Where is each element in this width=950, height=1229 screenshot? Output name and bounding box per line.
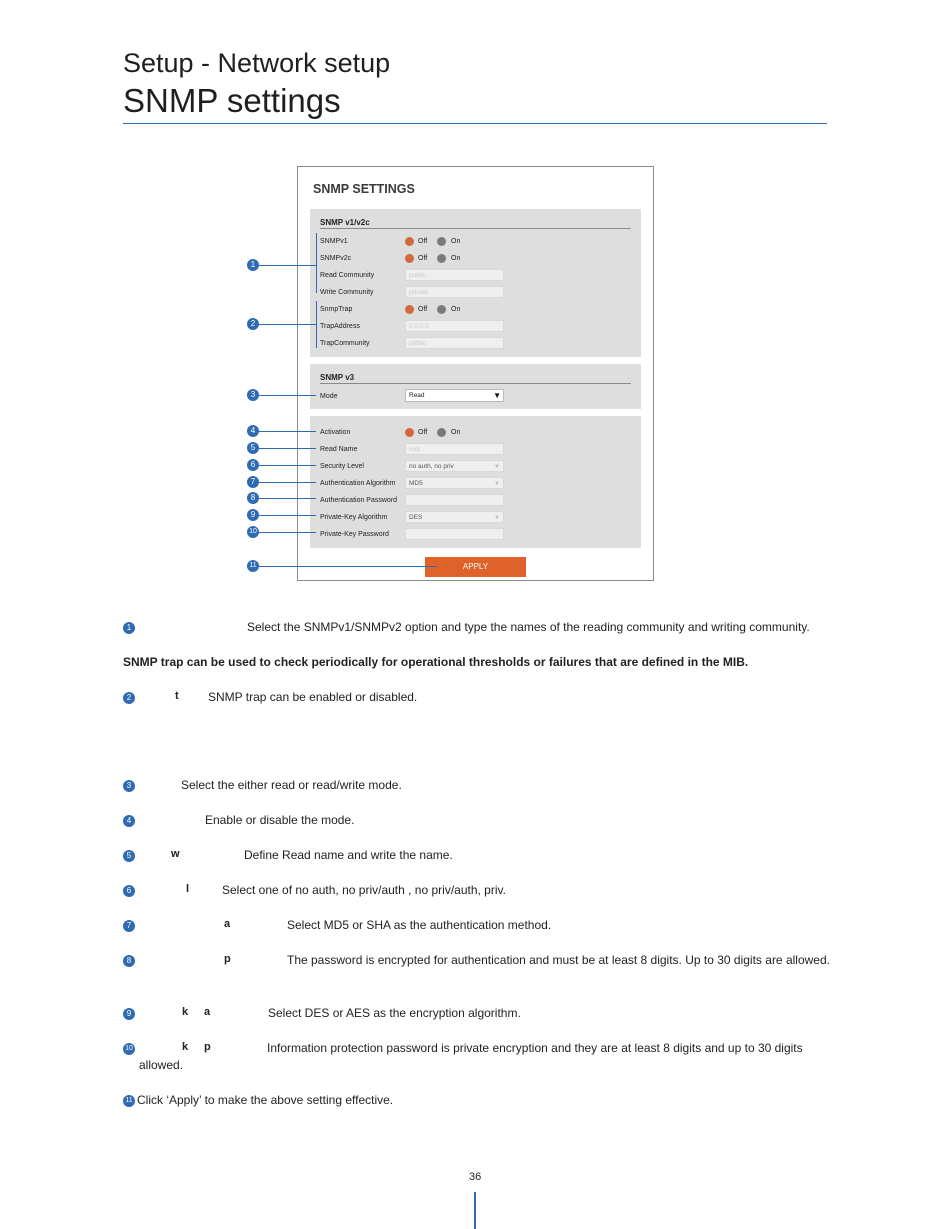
callout-badge: 1 [123,622,135,634]
callout-badge: 6 [247,459,259,471]
callout-badge: 3 [123,780,135,792]
trap-address-input[interactable]: 0.0.0.0 [405,320,504,332]
callout-badge: 1 [247,259,259,271]
auth-password-label: Authentication Password [320,497,398,504]
snmpv1-off-radio[interactable] [405,237,414,246]
chevron-down-icon: ▼ [494,515,500,521]
chevron-down-icon: ▼ [494,464,500,470]
private-key-algorithm-select[interactable] [405,511,504,523]
footer-bar [474,1192,476,1229]
on-label: On [451,429,461,436]
description-fragment: t [175,690,179,702]
private-key-password-input[interactable] [405,528,504,540]
off-label: Off [418,238,428,245]
callout-line [259,532,316,533]
read-name-input[interactable]: root [405,443,504,455]
description-10: Information protection password is private encryption and they are at least 8 digits and up to 30 digits [267,1041,803,1055]
description-6: Select one of no auth, no priv/auth , no priv/auth, priv. [222,883,506,897]
callout-badge: 10 [247,526,259,538]
description-fragment: p [224,953,231,965]
snmp-trap-off-radio[interactable] [405,305,414,314]
snmp-v3-title: SNMP v3 [320,373,355,382]
description-2: SNMP trap can be enabled or disabled. [208,690,418,704]
snmp-trap-label: SnmpTrap [320,306,353,313]
page-number: 36 [469,1171,482,1183]
callout-badge: 3 [247,389,259,401]
snmp-v1v2c-panel [310,209,641,357]
header-rule [123,123,827,124]
callout-badge: 7 [247,476,259,488]
callout-badge: 5 [123,850,135,862]
read-community-input[interactable]: public [405,269,504,281]
activation-off-radio[interactable] [405,428,414,437]
callout-badge: 4 [123,815,135,827]
snmp-v3-auth-panel [310,416,641,548]
apply-button[interactable]: APPLY [425,557,526,577]
callout-line [259,465,316,466]
callout-line [259,566,437,567]
callout-line [259,515,316,516]
write-community-input[interactable]: private [405,286,504,298]
private-key-algorithm-label: Private-Key Algorithm [320,514,388,521]
callout-line [259,448,316,449]
divider [320,383,631,384]
mode-value: Read [409,392,425,399]
callout-badge: 6 [123,885,135,897]
snmp-settings-screenshot [297,166,654,581]
callout-badge: 8 [123,955,135,967]
callout-badge: 9 [123,1008,135,1020]
callout-badge: 2 [123,692,135,704]
security-level-label: Security Level [320,463,364,470]
auth-algorithm-value: MD5 [409,480,423,487]
trap-community-label: TrapCommunity [320,340,370,347]
callout-badge: 2 [247,318,259,330]
snmpv1-on-radio[interactable] [437,237,446,246]
description-5: Define Read name and write the name. [244,848,453,862]
description-4: Enable or disable the mode. [205,813,355,827]
snmp-v1v2c-title: SNMP v1/v2c [320,218,370,227]
private-key-password-label: Private-Key Password [320,531,389,538]
group-bracket [316,301,317,348]
read-name-label: Read Name [320,446,358,453]
mode-label: Mode [320,393,338,400]
section-heading: Setup - Network setup [123,48,391,78]
callout-badge: 8 [247,492,259,504]
snmpv2c-on-radio[interactable] [437,254,446,263]
description-10-continued: allowed. [139,1058,184,1072]
on-label: On [451,255,461,262]
activation-label: Activation [320,429,351,436]
callout-line [259,395,316,396]
callout-badge: 9 [247,509,259,521]
callout-badge: 11 [247,560,259,572]
description-3: Select the either read or read/write mode. [181,778,402,792]
off-label: Off [418,306,428,313]
off-label: Off [418,429,428,436]
snmp-settings-title: SNMP SETTINGS [313,182,415,196]
callout-badge: 11 [123,1095,135,1107]
snmpv1-label: SNMPv1 [320,238,348,245]
auth-algorithm-label: Authentication Algorithm [320,480,396,487]
callout-badge: 5 [247,442,259,454]
description-fragment: p [204,1041,211,1053]
description-fragment: k [182,1041,189,1053]
on-label: On [451,238,461,245]
description-fragment: a [204,1006,211,1018]
callout-badge: 7 [123,920,135,932]
chevron-down-icon: ▼ [493,391,501,400]
auth-password-input[interactable] [405,494,504,506]
description-9: Select DES or AES as the encryption algorithm. [268,1006,521,1020]
auth-algorithm-select[interactable] [405,477,504,489]
mode-select[interactable] [405,389,504,402]
read-community-label: Read Community [320,272,375,279]
callout-line [259,482,316,483]
security-level-value: no auth, no priv [409,463,454,470]
divider [320,228,631,229]
callout-line [259,498,316,499]
activation-on-radio[interactable] [437,428,446,437]
description-7: Select MD5 or SHA as the authentication method. [287,918,552,932]
snmp-v3-panel [310,364,641,409]
description-1: Select the SNMPv1/SNMPv2 option and type the names of the reading community and writing community. [247,620,810,634]
page-title: SNMP settings [123,82,341,119]
callout-badge: 10 [123,1043,135,1055]
snmpv2c-label: SNMPv2c [320,255,352,262]
callout-line [259,431,316,432]
description-fragment: k [182,1006,189,1018]
callout-line [259,324,316,325]
callout-badge: 4 [247,425,259,437]
description-fragment: a [224,918,231,930]
off-label: Off [418,255,428,262]
callout-line [259,265,316,266]
trap-address-label: TrapAddress [320,323,360,330]
private-key-algorithm-value: DES [409,514,423,521]
write-community-label: Write Community [320,289,374,296]
snmp-trap-on-radio[interactable] [437,305,446,314]
description-8: The password is encrypted for authentication and must be at least 8 digits. Up to 30 digits are allowed. [287,953,830,967]
description-11: Click ‘Apply’ to make the above setting effective. [137,1093,394,1107]
snmpv2c-off-radio[interactable] [405,254,414,263]
description-fragment: w [171,848,180,860]
trap-note: SNMP trap can be used to check periodically for operational thresholds or failures that are defined in the MIB. [123,655,749,669]
security-level-select[interactable] [405,460,504,472]
chevron-down-icon: ▼ [494,481,500,487]
on-label: On [451,306,461,313]
description-fragment: l [186,883,190,895]
trap-community-input[interactable]: public [405,337,504,349]
group-bracket [316,233,317,293]
